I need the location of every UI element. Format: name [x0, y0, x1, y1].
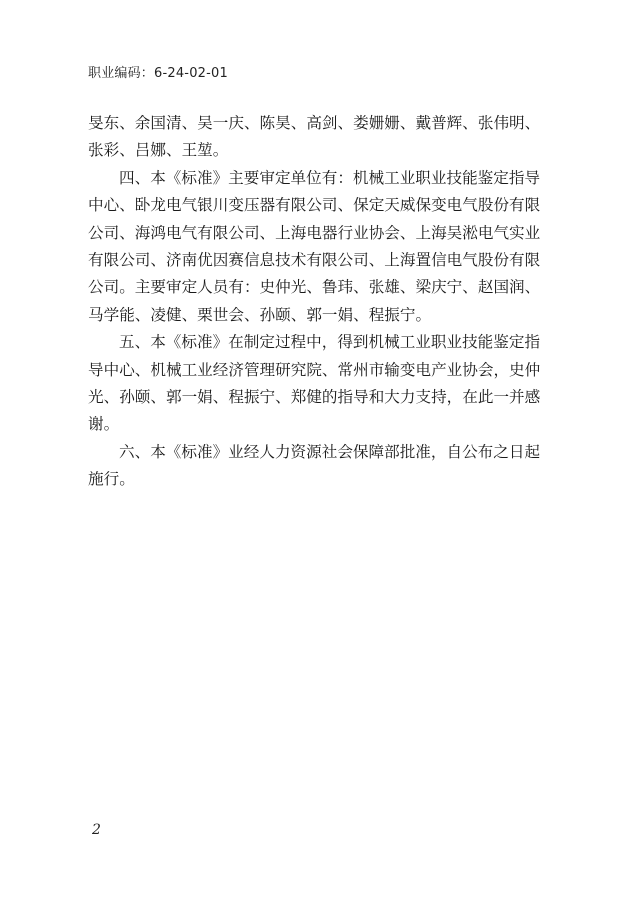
paragraph-5-line: 五、本《标准》在制定过程中，得到机械工业职业技能鉴定指 [119, 333, 541, 352]
paragraph-5-line: 导中心、机械工业经济管理研究院、常州市输变电产业协会，史仲 [88, 360, 541, 379]
paragraph-4-line: 有限公司、济南优因赛信息技术有限公司、上海置信电气股份有限 [88, 251, 541, 270]
paragraph-5-line: 光、孙颐、郭一娟、程振宁、郑健的指导和大力支持，在此一并感 [88, 388, 541, 407]
page-number: 2 [92, 822, 101, 838]
paragraph-6-line: 六、本《标准》业经人力资源社会保障部批准，自公布之日起 [119, 442, 541, 461]
paragraph-4-line: 马学能、凌健、栗世会、孙颐、郭一娟、程振宁。 [88, 305, 432, 324]
paragraph-5-line: 谢。 [88, 415, 120, 434]
body-line: 旻东、余国清、吴一庆、陈昊、高剑、娄姗姗、戴普辉、张伟明、 [88, 114, 541, 132]
paragraph-4-line: 公司。主要审定人员有：史仲光、鲁玮、张雄、梁庆宁、赵国润、 [88, 278, 541, 297]
paragraph-4-line: 四、本《标准》主要审定单位有：机械工业职业技能鉴定指导 [119, 168, 541, 187]
paragraph-6-line: 施行。 [88, 470, 135, 489]
occupation-code-header: 职业编码：6-24-02-01 [88, 66, 228, 81]
paragraph-4-line: 中心、卧龙电气银川变压器有限公司、保定天威保变电气股份有限 [88, 196, 541, 215]
body-line: 张彩、吕娜、王堃。 [88, 141, 229, 160]
document-body [88, 110, 558, 494]
paragraph-4-line: 公司、海鸿电气有限公司、上海电器行业协会、上海吴淞电气实业 [88, 223, 541, 242]
